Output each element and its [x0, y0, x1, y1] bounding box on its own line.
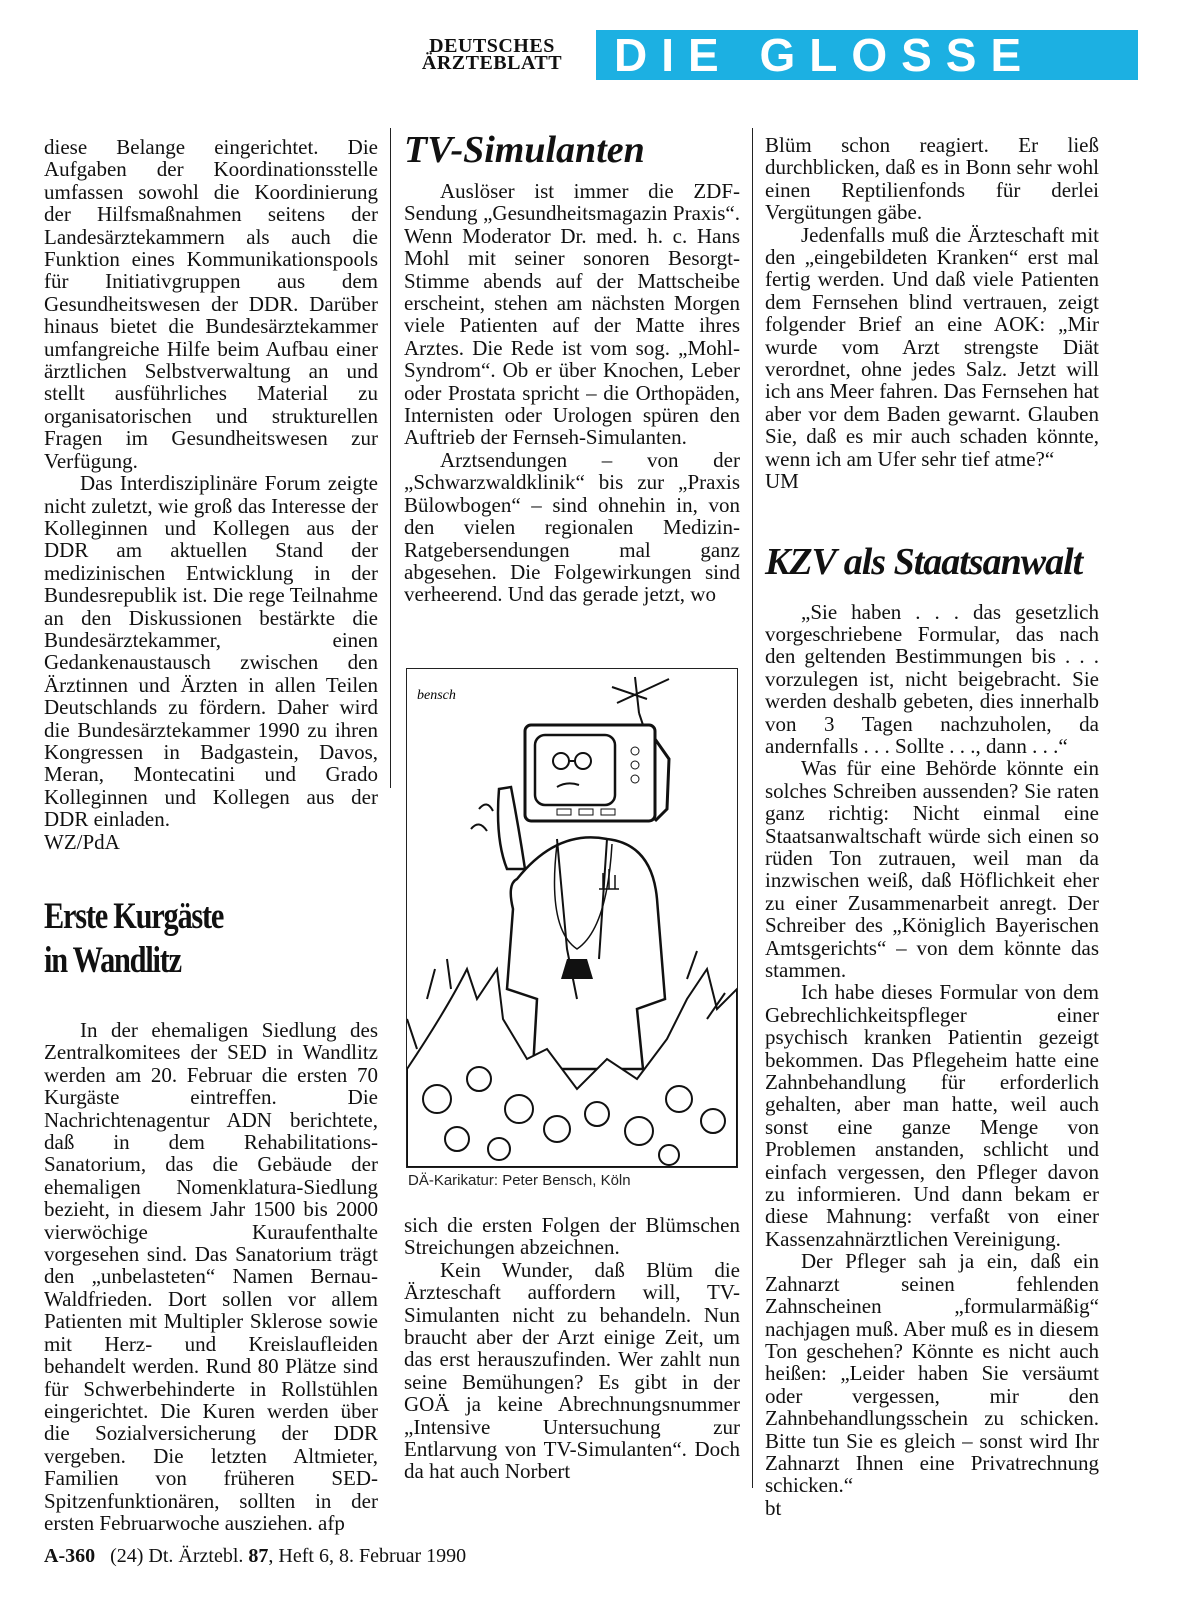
tv-p2: Arztsendungen – von der „Schwarzwaldklinik“ bis zur „Praxis Bülowbogen“ – sind ohnehin in, von den vielen regionalen Medizin-Ratgebersendungen mal ganz abgesehen. Die Folgewirkungen sind verheerend. Und das gerade jetzt, wo: [404, 447, 740, 607]
cartoon-illustration: [406, 668, 738, 1168]
page-footer: [44, 1545, 466, 1568]
article-continuation-p1: diese Belange eingerichtet. Die Aufgaben der Koordinationsstelle umfassen sowohl die Koordinierung der Hilfsmaßnahmen seitens der Landesärztekammern als auch die Funktion eines Kommunikationspools für Initiativgruppen aus dem Gesundheitswesen der DDR. Darüber hinaus bietet die Bundesärztekammer umfangreiche Hilfe beim Aufbau einer ärztlichen Selbstverwaltung an und stellt ausführliches Material zu organisatorischen und strukturellen Fragen im Gesundheitswesen zur Verfügung.: [44, 135, 378, 473]
citation-post: , Heft 6, 8. Februar 1990: [268, 1545, 467, 1567]
tv-p5: Blüm schon reagiert. Er ließ durchblicken, daß es in Bonn sehr wohl einen Reptilienfonds für derlei Vergütungen gäbe.: [765, 133, 1099, 225]
section-title: DIE GLOSSE: [614, 29, 1036, 81]
column-2-lower: [404, 1214, 740, 1483]
tv-p4: Kein Wunder, daß Blüm die Ärzteschaft auffordern will, TV-Simulanten nicht zu behandeln. Nun braucht aber der Arzt einige Zeit, um das erst herauszufinden. Wer zahlt nun seine Bemühungen? Es gibt in der GOÄ ja keine Abrechnungsnummer „Intensive Untersuchung zur Entlarvung von TV-Simulanten“. Doch da hat auch Norbert: [404, 1257, 740, 1484]
kzv-p3: Ich habe dieses Formular von dem Gebrechlichkeitspfleger einer psychisch kranken Patientin gezeigt bekommen. Das Pflegeheim hatte eine Zahnbehandlung für erforderlich gehalten, aber man hatte, weil auch sonst eine ganze Menge von Problemen anstanden, schlicht und einfach vergessen, den Pfleger davon zu informieren. Und dann bekam er diese Mahnung: verfaßt von einer Kassenzahnärztlichen Vereinigung.: [765, 980, 1099, 1251]
citation-pre: (24) Dt. Ärztebl.: [110, 1545, 244, 1567]
column-1: [44, 136, 378, 1534]
signature-um: UM: [765, 469, 799, 494]
cartoon-drawing: [407, 669, 737, 1167]
cartoonist-signature: bensch: [417, 688, 456, 703]
tv-p3: sich die ersten Folgen der Blümschen Streichungen abzeichnen.: [404, 1213, 740, 1260]
section-banner: [596, 30, 1138, 80]
logo-line2: ÄRZTEBLATT: [421, 52, 563, 74]
column-rule-right: [752, 128, 753, 1488]
tv-title: TV-Simulanten: [404, 129, 645, 171]
kzv-p2: Was für eine Behörde könnte ein solches Schreiben aussenden? Sie raten ganz richtig: Nicht einmal eine Staatsanwaltschaft würde sich einen so rüden Ton zutrauen, weil man da inzwischen weiß, daß Höflichkeit eher zu einer Zusammenarbeit anregt. Der Schreiber des „Königlich Bayerischen Amtsgerichts“ – von dem könnte das stammen.: [765, 756, 1099, 982]
logo-line1: DEUTSCHES: [429, 35, 555, 57]
citation-volume: 87: [248, 1545, 269, 1567]
journal-logo: [408, 35, 576, 74]
kurgaeste-title-line1: Erste Kurgäste: [44, 896, 224, 937]
column-3: [765, 134, 1099, 1519]
column-rule-left: [390, 128, 391, 788]
cartoon-caption: DÄ-Karikatur: Peter Bensch, Köln: [408, 1172, 631, 1189]
article-continuation-p2: Das Interdisziplinäre Forum zeigte nicht zuletzt, wie groß das Interesse der Kolleginnen und Kollegen aus der DDR am aktuellen Stand der medizinischen Entwicklung in der Bundesrepublik ist. Die rege Teilnahme an den Diskussionen bestärkte die Bundesärztekammer, einen Gedankenaustausch zwischen den Ärztinnen und Ärzten in allen Teilen Deutschlands zu fördern. Daher wird die Bundesärztekammer 1990 zu ihren Kongressen in Badgastein, Davos, Meran, Montecatini und Grado Kolleginnen und Kollegen aus der DDR einladen.: [44, 471, 378, 832]
signature-wz: WZ/PdA: [44, 829, 120, 854]
kzv-p1: „Sie haben . . . das gesetzlich vorgeschriebene Formular, das nach den geltenden Bestimmungen bis . . . vorzulegen ist, nicht beigebracht. Sie werden deshalb gebeten, dies innerhalb von 3 Tagen nachzuholen, da andernfalls . . . Sollte . . ., dann . . .“: [765, 599, 1099, 758]
tv-p1: Auslöser ist immer die ZDF-Sendung „Gesundheitsmagazin Praxis“. Wenn Moderator Dr. med. h. c. Hans Mohl mit seiner sonoren Besorgt-Stimme abends auf der Mattscheibe erscheint, stehen am nächsten Morgen viele Patienten auf der Matte ihres Arztes. Die Rede ist vom sog. „Mohl-Syndrom“. Ob er über Knochen, Leber oder Prostata spricht – die Orthopäden, Internisten oder Urologen spüren den Auftrieb der Fernseh-Simulanten.: [404, 179, 740, 450]
kzv-p4: Der Pfleger sah ja ein, daß ein Zahnarzt seinen fehlenden Zahnscheinen „formularmäßig“ nachjagen muß. Aber muß es in diesem Ton geschehen? Könnte es nicht auch heißen: „Leider haben Sie versäumt oder vergessen, mir den Zahnbehandlungsschein zu schicken. Bitte tun Sie es gleich – sonst wird Ihr Zahnarzt Ihnen eine Privatrechnung schicken.“: [765, 1249, 1099, 1498]
kzv-title: KZV als Staatsanwalt: [765, 540, 1083, 583]
column-2: [404, 130, 740, 606]
page-number: A-360: [44, 1545, 96, 1567]
kurgaeste-title: [44, 895, 318, 983]
signature-bt: bt: [765, 1495, 782, 1520]
kurgaeste-body: In der ehemaligen Siedlung des Zentralkomitees der SED in Wandlitz werden am 20. Februar die ersten 70 Kurgäste eintreffen. Die Nachrichtenagentur ADN berichtete, daß in dem Rehabilitations-Sanatorium, das die Gebäude der ehemaligen Nomenklatura-Siedlung bezieht, in diesem Jahr 1500 bis 2000 vierwöchige Kuraufenthalte vorgesehen sind. Das Sanatorium trägt den „unbelasteten“ Namen Bernau-Waldfrieden. Dort sollen vor allem Patienten mit Multipler Sklerose sowie mit Herz- und Kreislaufleiden behandelt werden. Rund 80 Plätze sind für Schwerbehinderte in Rollstühlen eingerichtet. Die Kuren werden über die Sozialversicherung der DDR vergeben. Die letzten Altmieter, Familien von früheren SED-Spitzenfunktionären, sollten in der ersten Februarwoche ausziehen. afp: [44, 1018, 378, 1535]
kurgaeste-title-line2: in Wandlitz: [44, 940, 181, 981]
tv-p6: Jedenfalls muß die Ärzteschaft mit den „eingebildeten Kranken“ erst mal fertig werden. Und daß viele Patienten dem Fernsehen blind vertrauen, zeigt folgender Brief an eine AOK: „Mir wurde vom Arzt strengste Diät verordnet, ohne jedes Salz. Jetzt will ich ans Meer fahren. Das Fernsehen hat aber vor dem Baden gewarnt. Glauben Sie, daß es mir auch schaden könnte, wenn ich am Ufer sehr tief atme?“: [765, 222, 1099, 471]
